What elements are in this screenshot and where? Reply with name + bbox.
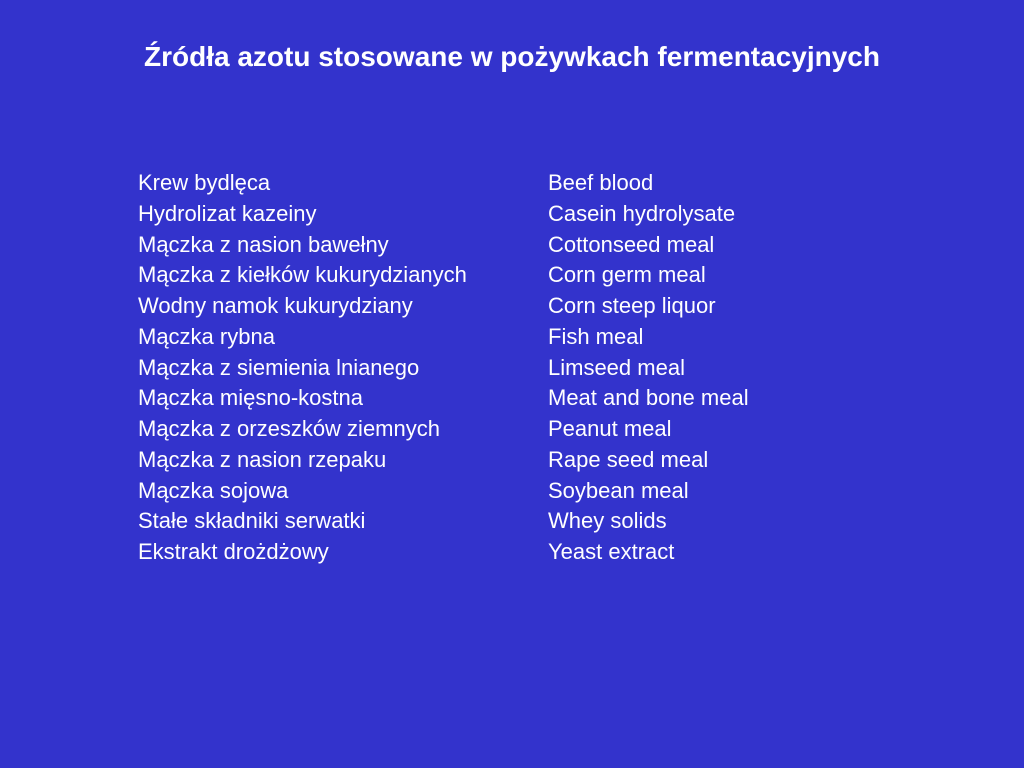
polish-name: Mączka sojowa xyxy=(138,477,289,503)
polish-name: Mączka z kiełków kukurydzianych xyxy=(138,262,467,288)
english-name: Yeast extract xyxy=(548,539,675,564)
english-name: Casein hydrolysate xyxy=(548,200,736,226)
polish-name: Mączka rybna xyxy=(138,323,275,349)
polish-name: Hydrolizat kazeiny xyxy=(138,200,317,226)
polish-name: Krew bydlęca xyxy=(138,170,271,195)
polish-name: Mączka mięsno-kostna xyxy=(138,385,363,411)
polish-name: Mączka z orzeszków ziemnych xyxy=(138,416,440,441)
polish-name: Stałe składniki serwatki xyxy=(138,508,366,534)
polish-name: Ekstrakt drożdżowy xyxy=(138,539,329,564)
english-name: Corn germ meal xyxy=(548,262,706,288)
english-name: Soybean meal xyxy=(548,477,689,503)
english-name: Rape seed meal xyxy=(548,446,709,472)
polish-names-list xyxy=(138,168,538,568)
english-name: Meat and bone meal xyxy=(548,385,749,411)
polish-name: Mączka z nasion rzepaku xyxy=(138,446,387,472)
english-name: Cottonseed meal xyxy=(548,231,715,257)
polish-name: Wodny namok kukurydziany xyxy=(138,293,413,318)
english-name: Peanut meal xyxy=(548,416,672,441)
english-name: Whey solids xyxy=(548,508,667,534)
english-name: Limseed meal xyxy=(548,354,685,380)
polish-name: Mączka z nasion bawełny xyxy=(138,231,389,257)
polish-name: Mączka z siemienia lnianego xyxy=(138,354,420,380)
english-name: Beef blood xyxy=(548,170,654,195)
english-name: Fish meal xyxy=(548,323,644,349)
slide-title: Źródła azotu stosowane w pożywkach fermentacyjnych xyxy=(144,41,880,72)
english-name: Corn steep liquor xyxy=(548,293,716,318)
english-names-list xyxy=(548,168,948,568)
